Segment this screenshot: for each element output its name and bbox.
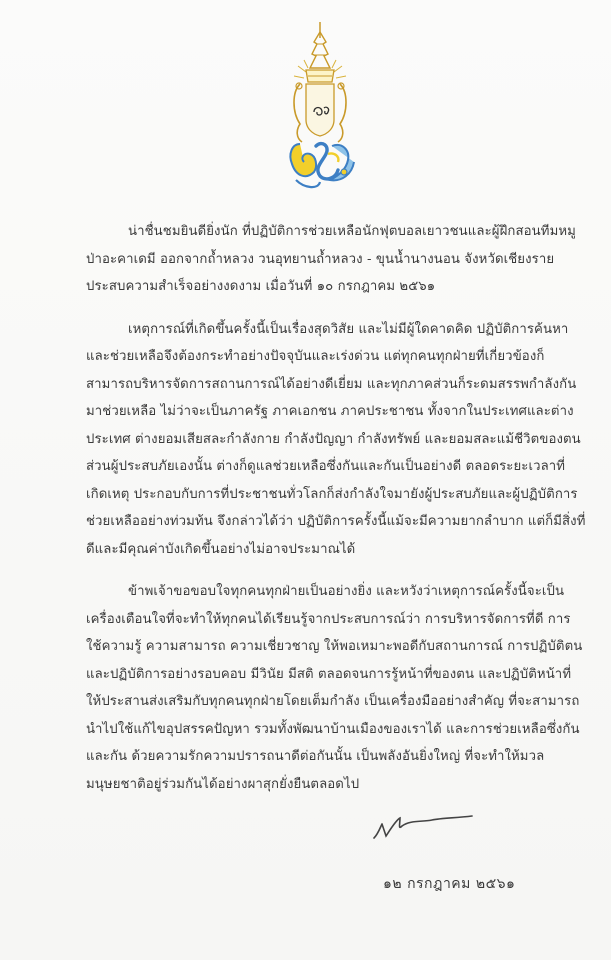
letter-paragraph-1: น่าชื่นชมยินดียิ่งนัก ที่ปฏิบัติการช่วยเหลือนักฟุตบอลเยาวชนและผู้ฝึกสอนทีมหมูป่าอะคาเดมี ออกจากถ้ำหลวง วนอุทยานถ้ำหลวง - ขุนน้ำนางนอน จังหวัดเชียงราย ประสบความสำเร็จอย่างงดงาม เมื่อวันที่ ๑๐ กรกฎาคม ๒๕๖๑ (86, 224, 576, 294)
letter-paragraph-3: ข้าพเจ้าขอขอบใจทุกคนทุกฝ่ายเป็นอย่างยิ่ง และหวังว่าเหตุการณ์ครั้งนี้จะเป็นเครื่องเตือนใจที่จะทำให้ทุกคนได้เรียนรู้จากประสบการณ์ว่า การบริหารจัดการที่ดี การใช้ความรู้ ความสามารถ ความเชี่ยวชาญ ให้พอเหมาะพอดีกับสถานการณ์ การปฏิบัติตนและปฏิบัติการอย่างรอบคอบ มีวินัย มีสติ ตลอดจนการรู้หน้าที่ของตน และปฏิบัติหน้าที่ให้ประสานส่งเสริมกับทุกคนทุกฝ่ายโดยเต็มกำลัง เป็นเครื่องมืออย่างสำคัญ ที่จะสามารถนำไปใช้แก้ไขอุปสรรคปัญหา รวมทั้งพัฒนาบ้านเมืองของเราได้ และการช่วยเหลือซึ่งกันและกัน ด้วยความรักความปรารถนาดีต่อกันนั้น เป็นพลังอันยิ่งใหญ่ ที่จะทำให้มวลมนุษยชาติอยู่ร่วมกันได้อย่างผาสุกยั่งยืนตลอดไป (86, 584, 583, 792)
letter-date: ๑๒ กรกฎาคม ๒๕๖๑ (383, 876, 516, 892)
letter-body (86, 218, 586, 798)
royal-cipher-emblem-icon (270, 20, 370, 210)
handwritten-signature (370, 812, 480, 842)
letter-paragraph-2: เหตุการณ์ที่เกิดขึ้นครั้งนี้เป็นเรื่องสุดวิสัย และไม่มีผู้ใดคาดคิด ปฏิบัติการค้นหาและช่วยเหลือจึงต้องกระทำอย่างปัจจุบันและเร่งด่วน แต่ทุกคนทุกฝ่ายที่เกี่ยวข้องก็สามารถบริหารจัดการสถานการณ์ได้อย่างดีเยี่ยม และทุกภาคส่วนก็ระดมสรรพกำลังกันมาช่วยเหลือ ไม่ว่าจะเป็นภาครัฐ ภาคเอกชน ภาคประชาชน ทั้งจากในประเทศและต่างประเทศ ต่างยอมเสียสละกำลังกาย กำลังปัญญา กำลังทรัพย์ และยอมสละแม้ชีวิตของตน ส่วนผู้ประสบภัยเองนั้น ต่างก็ดูแลช่วยเหลือซึ่งกันและกันเป็นอย่างดี ตลอดระยะเวลาที่เกิดเหตุ ประกอบกับการที่ประชาชนทั่วโลกก็ส่งกำลังใจมายังผู้ประสบภัยและผู้ปฏิบัติการช่วยเหลืออย่างท่วมท้น จึงกล่าวได้ว่า ปฏิบัติการครั้งนี้แม้จะมีความยากลำบาก แต่ก็มีสิ่งที่ดีและมีคุณค่าบังเกิดขึ้นอย่างไม่อาจประมาณได้ (86, 321, 586, 557)
